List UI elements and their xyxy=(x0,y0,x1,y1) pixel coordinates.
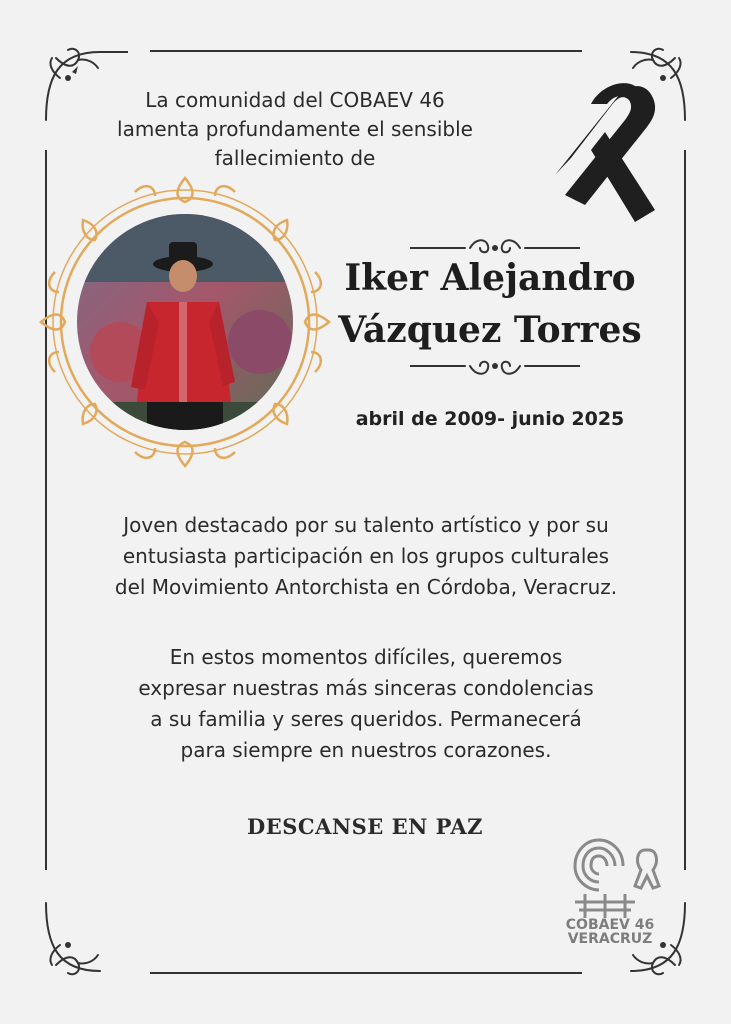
condolence-line-1: En estos momentos difíciles, queremos xyxy=(169,645,563,669)
condolence-line-3: a su familia y seres queridos. Permanecerá xyxy=(150,707,582,731)
deceased-last-names: Vázquez Torres xyxy=(338,309,642,351)
intro-text xyxy=(70,86,520,173)
deceased-first-names: Iker Alejandro xyxy=(344,257,636,299)
tribute-paragraph xyxy=(60,510,672,603)
condolence-paragraph xyxy=(70,642,662,766)
flourish-bottom xyxy=(410,354,580,378)
logo-caption-line-2: VERACRUZ xyxy=(567,931,653,947)
intro-line-3: fallecimiento de xyxy=(214,146,376,170)
frame-right-line xyxy=(684,150,686,870)
deceased-name xyxy=(320,252,660,356)
intro-line-1: La comunidad del COBAEV 46 xyxy=(145,88,445,112)
condolence-line-4: para siempre en nuestros corazones. xyxy=(180,738,552,762)
mourning-ribbon-icon xyxy=(535,70,675,225)
memorial-photo xyxy=(35,172,335,472)
tribute-line-1: Joven destacado por su talento artístico y por su xyxy=(123,513,609,537)
frame-bottom-line xyxy=(150,972,582,974)
logo-caption-line-1: COBAEV 46 xyxy=(565,917,655,933)
rest-in-peace-heading: DESCANSE EN PAZ xyxy=(247,814,483,839)
tribute-line-3: del Movimiento Antorchista en Córdoba, Veracruz. xyxy=(114,575,618,599)
intro-line-2: lamenta profundamente el sensible xyxy=(117,117,473,141)
corner-ornament-bottom-left xyxy=(38,895,128,985)
tribute-line-2: entusiasta participación en los grupos culturales xyxy=(122,544,610,568)
condolence-line-2: expresar nuestras más sinceras condolencias xyxy=(138,676,594,700)
frame-top-line xyxy=(150,50,582,52)
life-dates: abril de 2009- junio 2025 xyxy=(355,408,625,430)
